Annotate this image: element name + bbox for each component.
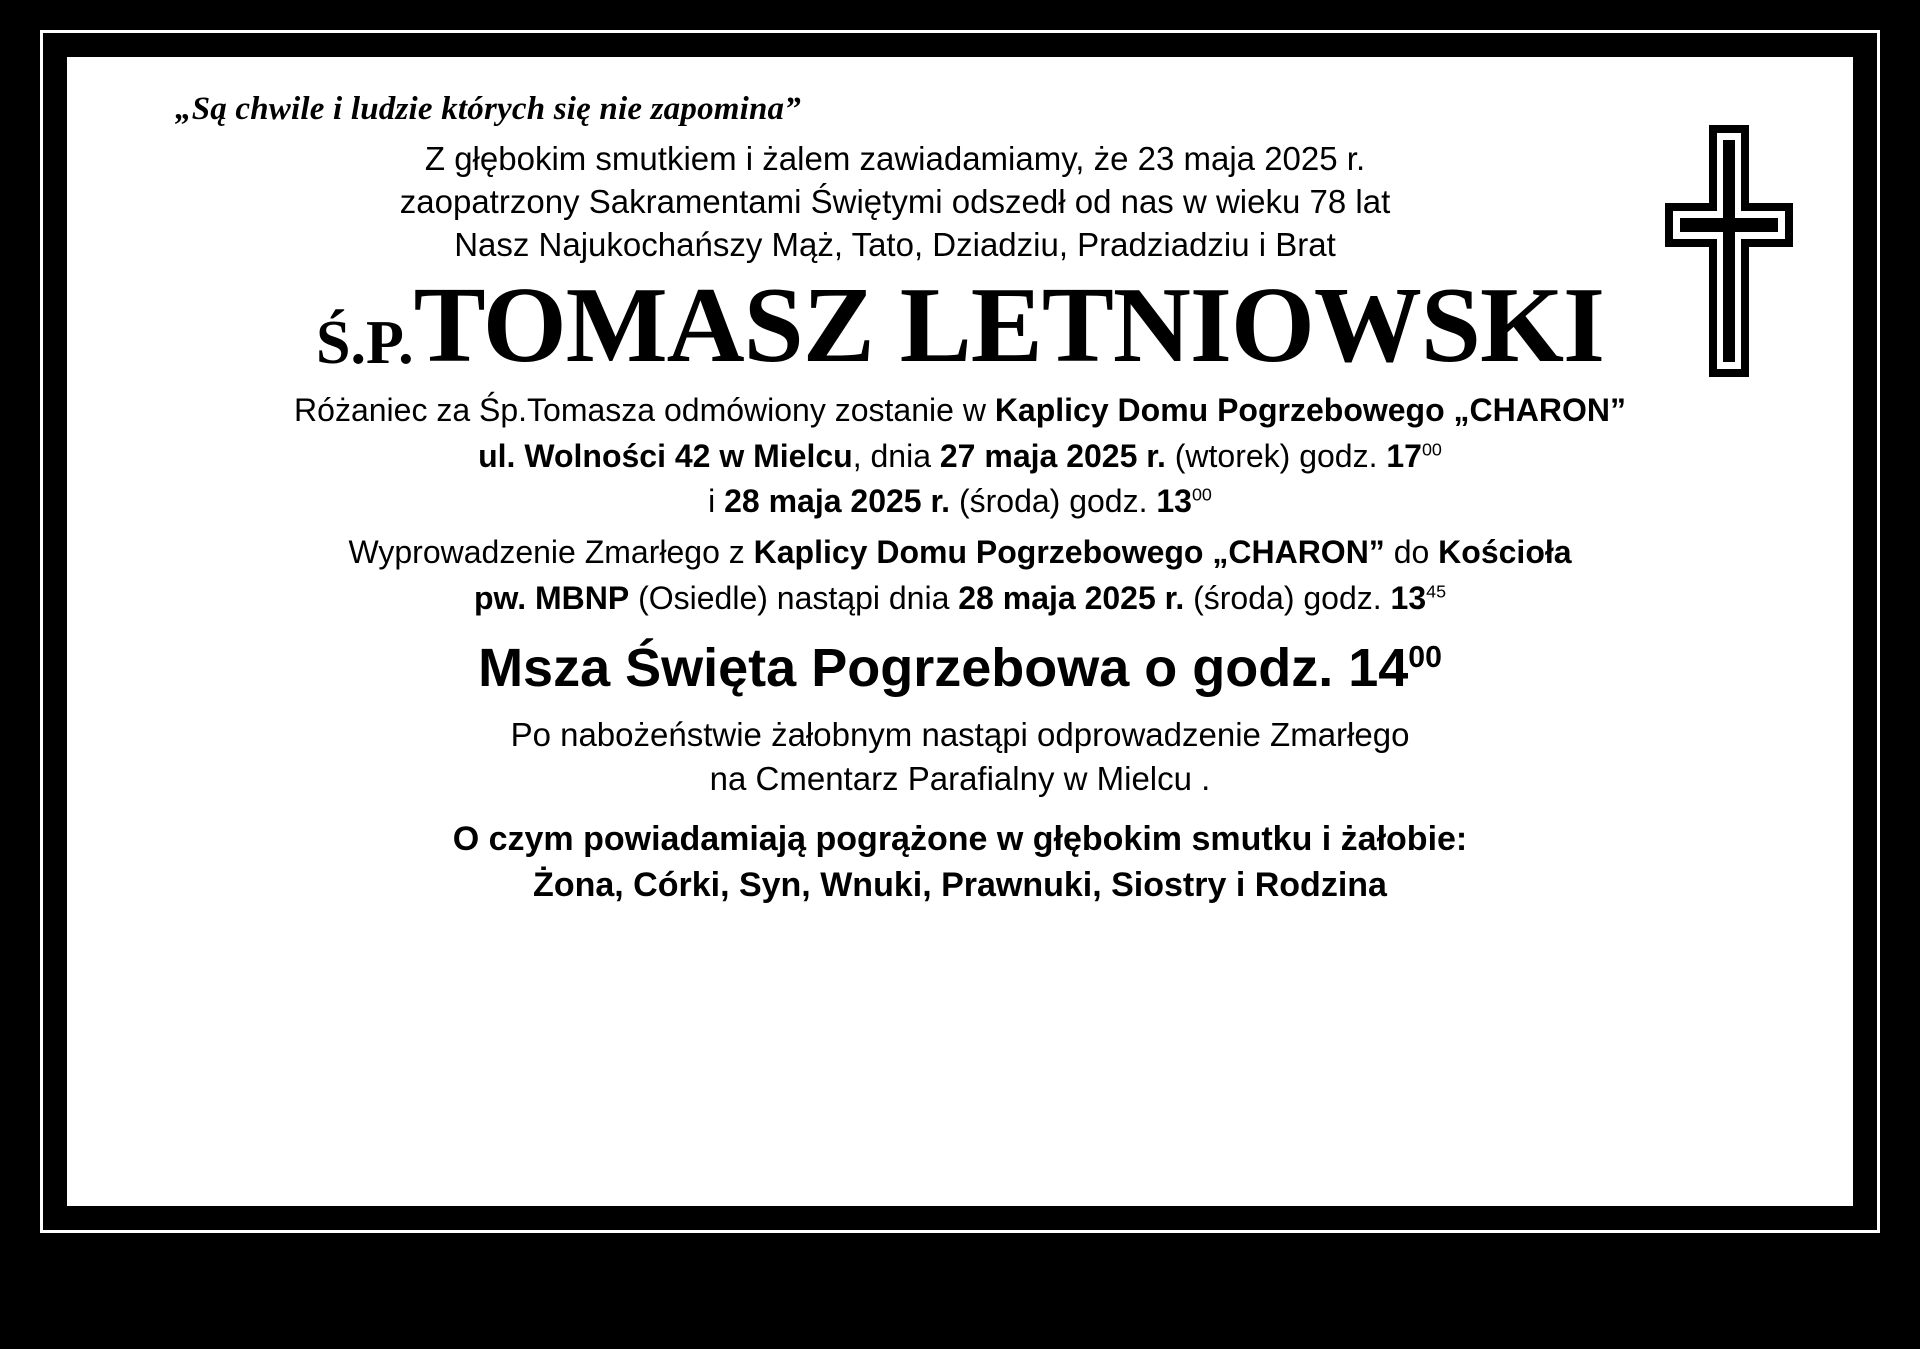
- procession-details: [115, 530, 1805, 621]
- rosary-day-1: (wtorek) godz.: [1165, 437, 1387, 474]
- rosary-chapel: Kaplicy Domu Pogrzebowego „CHARON”: [994, 392, 1626, 429]
- procession-parish: pw. MBNP: [473, 579, 630, 616]
- procession-hour: 13: [1390, 579, 1427, 616]
- rosary-line-3: [115, 479, 1805, 524]
- mourning-frame-inner: [65, 55, 1855, 1208]
- family-line-2: Żona, Córki, Syn, Wnuki, Prawnuki, Siostry i Rodzina: [533, 865, 1387, 904]
- rosary-line1-text: Różaniec za Śp.Tomasza odmówiony zostanie w: [294, 392, 995, 429]
- procession-day: (środa) godz.: [1184, 579, 1391, 616]
- printer-credit: Druk: „CHARON” Dom Pogrzebowy Waldemar Buziak ul. Wolności 42 w Mielcu tel. 17 583 25 66: [46, 1301, 955, 1324]
- cross-icon: [1665, 125, 1793, 377]
- rosary-date-1: 27 maja 2025 r.: [939, 437, 1166, 474]
- rosary-line3-prefix: i: [708, 482, 725, 519]
- procession-church: Kościoła: [1438, 534, 1572, 571]
- mass-text: Msza Święta Pogrzebowa o godz. 14: [478, 638, 1409, 699]
- rosary-line2-sep: , dnia: [852, 437, 940, 474]
- procession-prefix: Wyprowadzenie Zmarłego z: [348, 534, 754, 571]
- opening-quote: „Są chwile i ludzie których się nie zapomina”: [175, 91, 801, 127]
- rosary-address: ul. Wolności 42 w Mielcu: [478, 437, 853, 474]
- rosary-min-1: 00: [1421, 438, 1442, 459]
- honorific: Ś.P.: [315, 309, 414, 378]
- mourning-frame-outer: [40, 30, 1880, 1233]
- family-line-1: O czym powiadamiają pogrążone w głębokim smutku i żałobie:: [452, 819, 1468, 858]
- rosary-min-2: 00: [1191, 484, 1212, 505]
- rosary-day-2: (środa) godz.: [950, 482, 1157, 519]
- rosary-hour-2: 13: [1156, 482, 1192, 519]
- procession-date: 28 maja 2025 r.: [958, 579, 1185, 616]
- rosary-line-1: [115, 388, 1805, 433]
- deceased-name: TOMASZ LETNIOWSKI: [413, 265, 1605, 385]
- family-block: [115, 816, 1805, 908]
- intro-line-2: zaopatrzony Sakramentami Świętymi odszedł od nas w wieku 78 lat: [399, 182, 1391, 220]
- mass-announcement: [115, 637, 1805, 699]
- procession-line-2: [115, 576, 1805, 621]
- procession-chapel: Kaplicy Domu Pogrzebowego „CHARON”: [753, 534, 1385, 571]
- procession-min: 45: [1426, 581, 1447, 602]
- procession-sep: do: [1384, 534, 1439, 571]
- rosary-date-2: 28 maja 2025 r.: [724, 482, 951, 519]
- intro-line-3: Nasz Najukochańszy Mąż, Tato, Dziadziu, Pradziadziu i Brat: [454, 225, 1336, 263]
- procession-line-1: [115, 530, 1805, 575]
- after-service-block: [115, 713, 1805, 801]
- after-line-2: na Cmentarz Parafialny w Mielcu .: [709, 760, 1211, 798]
- intro-block: [135, 138, 1655, 267]
- procession-location: (Osiedle) nastąpi dnia: [629, 579, 959, 616]
- deceased-name-block: [115, 265, 1805, 385]
- rosary-hour-1: 17: [1386, 437, 1422, 474]
- notice-sheet: [75, 65, 1845, 1198]
- footer-divider: [0, 1287, 1920, 1289]
- after-line-1: Po nabożeństwie żałobnym nastąpi odprowadzenie Zmarłego: [510, 716, 1410, 754]
- rosary-details: [115, 388, 1805, 524]
- intro-line-1: Z głębokim smutkiem i żalem zawiadamiamy, że 23 maja 2025 r.: [424, 140, 1366, 177]
- rosary-line-2: [115, 434, 1805, 479]
- mass-minutes: 00: [1408, 641, 1442, 675]
